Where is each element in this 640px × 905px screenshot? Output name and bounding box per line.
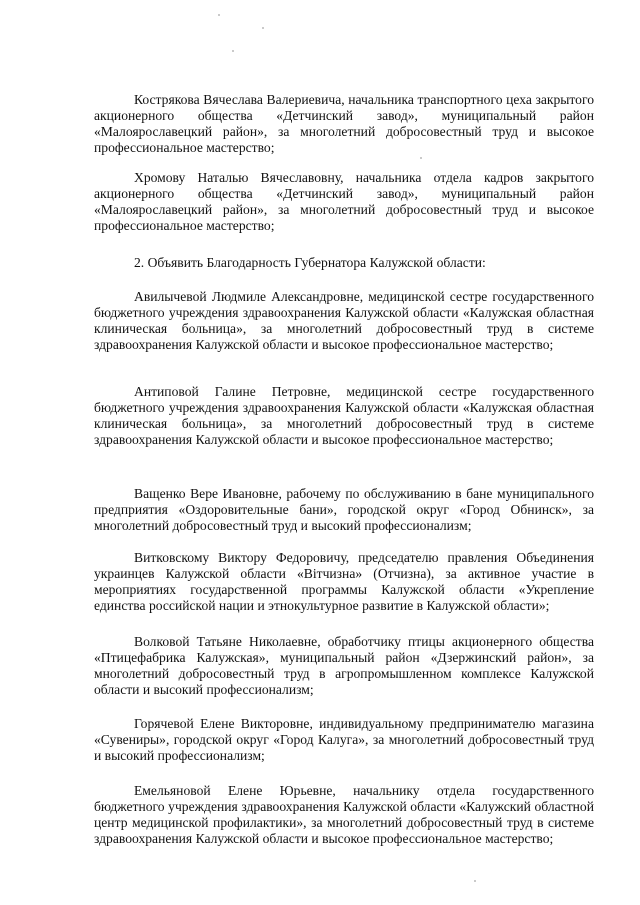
section-heading: 2. Объявить Благодарность Губернатора Калужской области: [134, 255, 486, 270]
scan-speck [474, 880, 476, 882]
gratitude-item-antipova: Антиповой Галине Петровне, медицинской сестре государственного бюджетного учреждения здравоохранения Калужской области «Калужская областная клиническая больница», за многолетний добросовестный труд в системе здравоохранения Калужской области и высокое профессиональное мастерство; [94, 384, 594, 447]
award-paragraph-khromova: Хромову Наталью Вячеславовну, начальника отдела кадров закрытого акционерного общества «Детчинский завод», муниципальный район «Малоярославецкий район», за многолетний добросовестный труд и высокое профессиональное мастерство; [94, 170, 594, 233]
award-paragraph-kostryakov: Кострякова Вячеслава Валериевича, начальника транспортного цеха закрытого акционерного общества «Детчинский завод», муниципальный район «Малоярославецкий район», за многолетний добросовестный труд и высокое профессиональное мастерство; [94, 92, 594, 155]
gratitude-item-vitkovsky: Витковскому Виктору Федоровичу, председателю правления Объединения украинцев Калужской области «Вітчизна» (Отчизна), за активное участие в мероприятиях государственной программы Калужской области «Укрепление единства российской нации и этнокультурное развитие в Калужской области»; [94, 550, 594, 613]
gratitude-item-emelyanova: Емельяновой Елене Юрьевне, начальнику отдела государственного бюджетного учреждения здравоохранения Калужской области «Калужский областной центр медицинской профилактики», за многолетний добросовестный труд в системе здравоохранения Калужской области и высокое профессиональное мастерство; [94, 783, 594, 846]
gratitude-item-volkova: Волковой Татьяне Николаевне, обработчику птицы акционерного общества «Птицефабрика Калужская», муниципальный район «Дзержинский район», за многолетний добросовестный труд в агропромышленном комплексе Калужской области и высокий профессионализм; [94, 634, 594, 697]
scan-speck [218, 14, 220, 16]
scan-speck [232, 50, 234, 52]
scan-speck [262, 27, 264, 29]
gratitude-item-goryacheva: Горячевой Елене Викторовне, индивидуальному предпринимателю магазина «Сувениры», городской округ «Город Калуга», за многолетний добросовестный труд и высокий профессионализм; [94, 716, 594, 763]
gratitude-item-avilycheva: Авилычевой Людмиле Александровне, медицинской сестре государственного бюджетного учреждения здравоохранения Калужской области «Калужская областная клиническая больница», за многолетний добросовестный труд в системе здравоохранения Калужской области и высокое профессиональное мастерство; [94, 289, 594, 352]
gratitude-item-vashchenko: Ващенко Вере Ивановне, рабочему по обслуживанию в бане муниципального предприятия «Оздоровительные бани», городской округ «Город Обнинск», за многолетний добросовестный труд и высокий профессионализм; [94, 486, 594, 533]
scan-speck [420, 157, 422, 159]
